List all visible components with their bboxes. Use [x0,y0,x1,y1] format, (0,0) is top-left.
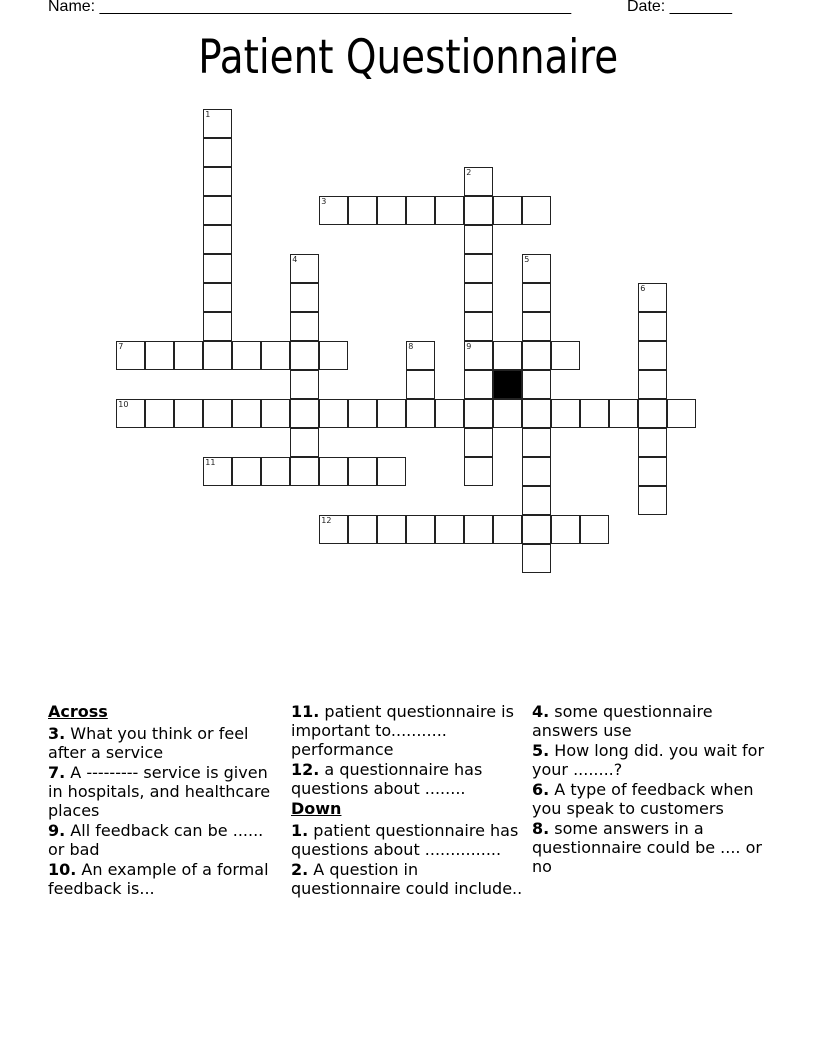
grid-cell[interactable] [290,370,319,399]
page-title-text: Patient Questionnaire [198,30,618,85]
black-cell [493,370,522,399]
grid-cell[interactable] [551,515,580,544]
grid-cell[interactable] [290,457,319,486]
grid-cell[interactable] [290,283,319,312]
grid-cell[interactable] [551,399,580,428]
grid-cell[interactable] [464,283,493,312]
grid-cell[interactable] [464,428,493,457]
clue-number: 8. [532,819,550,838]
grid-cell[interactable] [522,399,551,428]
cell-number: 9 [466,342,472,352]
grid-cell[interactable] [522,428,551,457]
clue-across-9 [48,821,278,859]
grid-cell[interactable] [261,457,290,486]
grid-cell[interactable] [319,399,348,428]
grid-cell[interactable] [348,399,377,428]
grid-cell[interactable] [638,312,667,341]
grid-cell[interactable] [464,370,493,399]
grid-cell[interactable] [522,312,551,341]
grid-cell[interactable] [638,457,667,486]
grid-cell[interactable] [493,341,522,370]
grid-cell[interactable] [232,399,261,428]
grid-cell[interactable] [377,457,406,486]
grid-cell[interactable] [348,457,377,486]
clue-number: 5. [532,741,550,760]
clues-column-3 [532,702,777,877]
grid-cell[interactable] [638,428,667,457]
clue-number: 12. [291,760,320,779]
grid-cell[interactable] [667,399,696,428]
grid-cell[interactable] [203,399,232,428]
grid-cell[interactable] [319,457,348,486]
grid-cell[interactable] [174,341,203,370]
grid-cell[interactable] [522,254,551,283]
clue-across-11 [291,702,526,759]
clue-text: patient questionnaire has questions about ............... [291,821,519,859]
cell-number: 7 [118,342,124,352]
grid-cell[interactable] [261,399,290,428]
grid-cell[interactable] [435,196,464,225]
clue-number: 3. [48,724,66,743]
grid-cell[interactable] [464,254,493,283]
clue-down-2 [291,860,526,898]
cell-number: 1 [205,110,211,120]
grid-cell[interactable] [203,196,232,225]
grid-cell[interactable] [261,341,290,370]
grid-cell[interactable] [406,341,435,370]
across-heading: Across [48,702,108,721]
grid-cell[interactable] [580,515,609,544]
grid-cell[interactable] [464,225,493,254]
grid-cell[interactable] [290,254,319,283]
grid-cell[interactable] [290,341,319,370]
cell-number: 10 [118,400,129,410]
grid-cell[interactable] [493,399,522,428]
grid-cell[interactable] [522,486,551,515]
clue-text: patient questionnaire is important to........... performance [291,702,514,759]
grid-cell[interactable] [522,196,551,225]
grid-cell[interactable] [464,341,493,370]
clue-text: How long did. you wait for your ........? [532,741,765,779]
clues-column-1 [48,702,278,899]
grid-cell[interactable] [290,428,319,457]
grid-cell[interactable] [145,341,174,370]
grid-cell[interactable] [522,515,551,544]
clue-number: 1. [291,821,309,840]
grid-cell[interactable] [638,283,667,312]
clue-number: 6. [532,780,550,799]
clue-down-1 [291,821,526,859]
grid-cell[interactable] [290,399,319,428]
cell-number: 11 [205,458,216,468]
grid-cell[interactable] [203,167,232,196]
clue-text: What you think or feel after a service [48,724,249,762]
clue-text: a questionnaire has questions about ........ [291,760,483,798]
grid-cell[interactable] [493,196,522,225]
grid-cell[interactable] [319,341,348,370]
grid-cell[interactable] [435,515,464,544]
grid-cell[interactable] [203,254,232,283]
grid-cell[interactable] [493,515,522,544]
grid-cell[interactable] [638,341,667,370]
grid-cell[interactable] [203,109,232,138]
grid-cell[interactable] [116,341,145,370]
grid-cell[interactable] [203,138,232,167]
grid-cell[interactable] [464,399,493,428]
grid-cell[interactable] [551,341,580,370]
grid-cell[interactable] [522,544,551,573]
clue-number: 4. [532,702,550,721]
grid-cell[interactable] [174,399,203,428]
clues-column-2 [291,702,526,899]
clue-text: A type of feedback when you speak to customers [532,780,754,818]
clue-across-3 [48,724,278,762]
grid-cell[interactable] [638,370,667,399]
grid-cell[interactable] [203,341,232,370]
grid-cell[interactable] [406,399,435,428]
grid-cell[interactable] [377,196,406,225]
grid-cell[interactable] [464,312,493,341]
grid-cell[interactable] [406,515,435,544]
clue-text: some questionnaire answers use [532,702,713,740]
clue-across-12 [291,760,526,798]
grid-cell[interactable] [464,515,493,544]
grid-cell[interactable] [377,515,406,544]
clue-text: A --------- service is given in hospitals, and healthcare places [48,763,271,820]
date-field-label[interactable]: Date: _______ [627,0,732,15]
name-field-label[interactable]: Name: _____________________________________________________ [48,0,572,15]
grid-cell[interactable] [522,283,551,312]
grid-cell[interactable] [145,399,174,428]
cell-number: 6 [640,284,646,294]
clue-across-10 [48,860,278,898]
grid-cell[interactable] [116,399,145,428]
grid-cell[interactable] [348,515,377,544]
grid-cell[interactable] [522,341,551,370]
grid-cell[interactable] [203,457,232,486]
grid-cell[interactable] [203,283,232,312]
grid-cell[interactable] [290,312,319,341]
clue-number: 7. [48,763,66,782]
grid-cell[interactable] [232,341,261,370]
grid-cell[interactable] [203,225,232,254]
grid-cell[interactable] [522,457,551,486]
grid-cell[interactable] [435,399,464,428]
grid-cell[interactable] [464,167,493,196]
grid-cell[interactable] [377,399,406,428]
clue-across-7 [48,763,278,820]
clue-text: A question in questionnaire could include.. [291,860,523,898]
clue-down-4 [532,702,777,740]
clue-down-8 [532,819,777,876]
grid-cell[interactable] [319,515,348,544]
grid-cell[interactable] [464,196,493,225]
clue-text: An example of a formal feedback is... [48,860,269,898]
down-heading: Down [291,799,342,818]
cell-number: 4 [292,255,298,265]
clue-text: some answers in a questionnaire could be .... or no [532,819,762,876]
clue-number: 11. [291,702,320,721]
grid-cell[interactable] [522,370,551,399]
clue-number: 2. [291,860,309,879]
grid-cell[interactable] [406,370,435,399]
cell-number: 2 [466,168,472,178]
cell-number: 12 [321,516,332,526]
cell-number: 3 [321,197,327,207]
grid-cell[interactable] [406,196,435,225]
clue-down-6 [532,780,777,818]
grid-cell[interactable] [319,196,348,225]
grid-cell[interactable] [580,399,609,428]
clue-number: 10. [48,860,77,879]
grid-cell[interactable] [203,312,232,341]
grid-cell[interactable] [348,196,377,225]
cell-number: 8 [408,342,414,352]
clue-text: All feedback can be ...... or bad [48,821,264,859]
cell-number: 5 [524,255,530,265]
grid-cell[interactable] [609,399,638,428]
grid-cell[interactable] [638,399,667,428]
clue-number: 9. [48,821,66,840]
grid-cell[interactable] [464,457,493,486]
grid-cell[interactable] [638,486,667,515]
grid-cell[interactable] [232,457,261,486]
clue-down-5 [532,741,777,779]
